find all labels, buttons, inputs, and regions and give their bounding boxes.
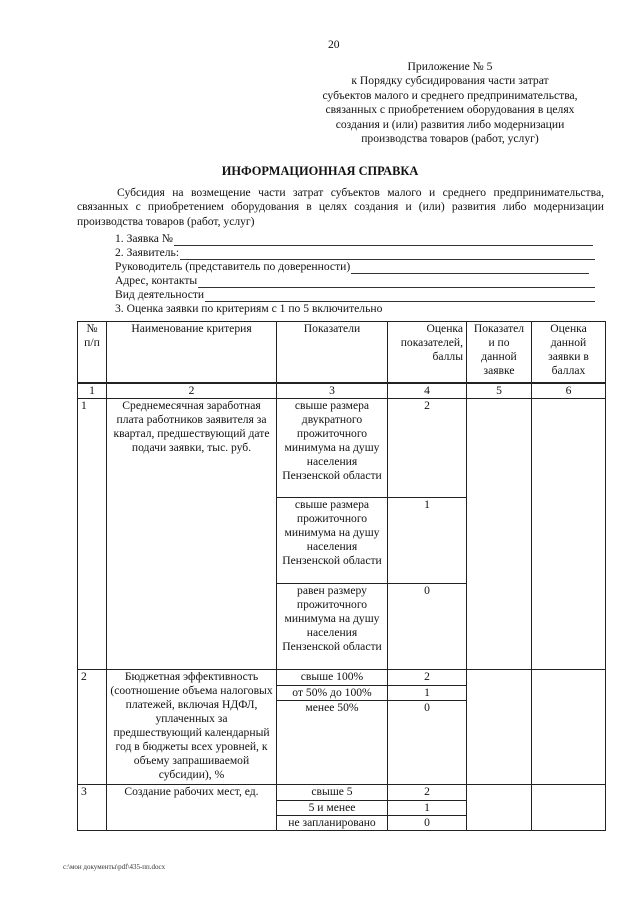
header-cell: Оценка данной заявки в баллах	[532, 322, 606, 383]
application-score-cell[interactable]	[532, 398, 606, 669]
column-number: 3	[277, 383, 388, 399]
row-number: 2	[78, 669, 107, 784]
field-address	[115, 274, 595, 288]
indicator-score: 2	[388, 669, 467, 685]
indicator-score: 2	[388, 784, 467, 800]
field-applicant	[115, 246, 595, 260]
column-number: 4	[388, 383, 467, 399]
indicator: свыше размера прожиточного минимума на душу населения Пензенской области	[277, 497, 388, 583]
appendix-title: Приложение № 5	[407, 60, 493, 73]
field-label: Руководитель (представитель по доверенности)	[115, 260, 351, 273]
section-3-heading: 3. Оценка заявки по критериям с 1 по 5 включительно	[115, 302, 383, 315]
indicator-score: 2	[388, 398, 467, 497]
application-indicator-cell[interactable]	[467, 784, 532, 830]
criterion-name: Среднемесячная заработная плата работников заявителя за квартал, предшествующий дате подачи заявки, тыс. руб.	[107, 398, 277, 669]
field-label: Адрес, контакты	[115, 274, 198, 287]
indicator: равен размеру прожиточного минимума на душу населения Пензенской области	[277, 583, 388, 669]
field-head	[115, 260, 589, 274]
field-label: 2. Заявитель:	[115, 246, 180, 259]
row-number: 1	[78, 398, 107, 669]
field-label: 1. Заявка №	[115, 232, 173, 245]
header-cell: Показател и по данной заявке	[467, 322, 532, 383]
table-row	[78, 669, 606, 685]
header-cell: Наименование критерия	[107, 322, 277, 383]
application-score-cell[interactable]	[532, 784, 606, 830]
column-number: 5	[467, 383, 532, 399]
table-header-row	[78, 322, 606, 383]
criterion-name: Создание рабочих мест, ед.	[107, 784, 277, 830]
header-cell: № п/п	[78, 322, 107, 383]
file-path-footer: c:\мои документы\pdf\435-пп.docx	[63, 863, 166, 871]
criteria-table	[77, 321, 606, 831]
column-number: 1	[78, 383, 107, 399]
appendix-line: создания и (или) развития либо модернизации	[335, 117, 565, 131]
indicator-score: 1	[388, 497, 467, 583]
indicator-score: 1	[388, 800, 467, 815]
appendix-line: субъектов малого и среднего предпринимательства,	[322, 88, 578, 102]
field-application-number	[115, 232, 593, 246]
column-number: 6	[532, 383, 606, 399]
indicator-score: 0	[388, 815, 467, 830]
appendix-line: к Порядку субсидирования части затрат	[351, 74, 549, 88]
header-cell: Показатели	[277, 322, 388, 383]
appendix-line: производства товаров (работ, услуг)	[361, 132, 539, 146]
application-indicator-cell[interactable]	[467, 398, 532, 669]
row-number: 3	[78, 784, 107, 830]
indicator-score: 0	[388, 700, 467, 784]
header-cell: Оценка показателей, баллы	[388, 322, 467, 383]
indicator: свыше 100%	[277, 669, 388, 685]
indicator-score: 1	[388, 685, 467, 700]
table-row	[78, 784, 606, 800]
table-row	[78, 398, 606, 497]
appendix-header	[300, 60, 600, 146]
indicator: 5 и менее	[277, 800, 388, 815]
application-score-cell[interactable]	[532, 669, 606, 784]
intro-paragraph: Субсидия на возмещение части затрат субъектов малого и среднего предпринимательства, связанных с приобретением оборудования в целях создания и (или) развития либо модернизации производства товаров (работ, услуг)	[77, 186, 604, 228]
indicator: от 50% до 100%	[277, 685, 388, 700]
field-blank	[351, 262, 589, 274]
page-number: 20	[328, 38, 340, 51]
field-activity	[115, 288, 595, 302]
application-indicator-cell[interactable]	[467, 669, 532, 784]
field-label: Вид деятельности	[115, 288, 205, 301]
column-number-row	[78, 383, 606, 399]
criterion-name: Бюджетная эффективность (соотношение объема налоговых платежей, включая НДФЛ, уплаченных за предшествующий календарный год в бюджеты всех уровней, к объему запрашиваемой субсидии), %	[107, 669, 277, 784]
appendix-line: связанных с приобретением оборудования в целях	[325, 103, 575, 117]
indicator-score: 0	[388, 583, 467, 669]
indicator: не запланировано	[277, 815, 388, 830]
field-blank	[174, 234, 593, 246]
field-blank	[180, 248, 595, 260]
field-blank	[205, 290, 595, 302]
indicator: менее 50%	[277, 700, 388, 784]
document-title: ИНФОРМАЦИОННАЯ СПРАВКА	[221, 164, 419, 178]
column-number: 2	[107, 383, 277, 399]
indicator: свыше размера двукратного прожиточного минимума на душу населения Пензенской области	[277, 398, 388, 497]
field-blank	[198, 276, 595, 288]
indicator: свыше 5	[277, 784, 388, 800]
